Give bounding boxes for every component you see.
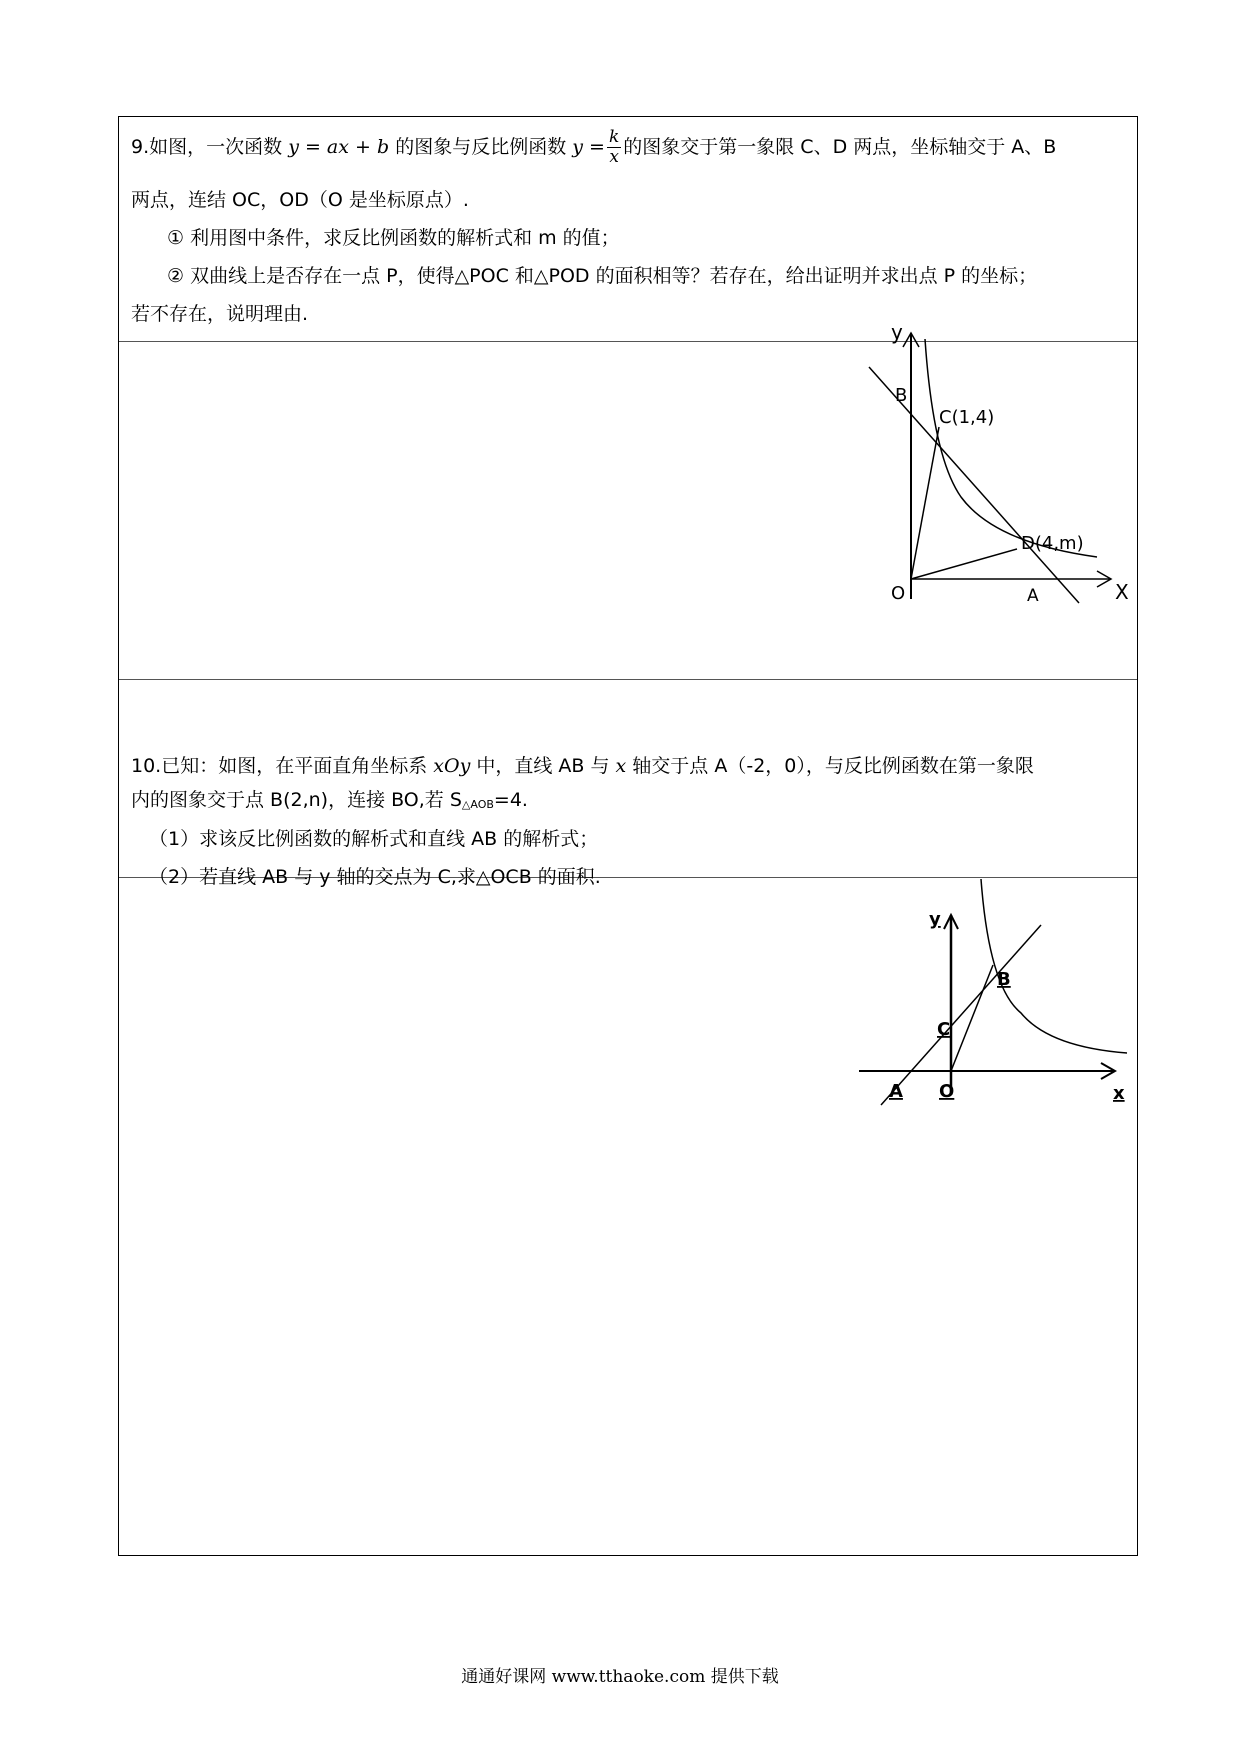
problem-10-figure <box>849 877 1139 1137</box>
linear-function-formula: y = ax + b <box>288 136 390 158</box>
segment-oc <box>911 427 939 579</box>
page-footer: 通通好课网 www.tthaoke.com 提供下载 <box>461 1667 779 1687</box>
fig10-c-label: C <box>937 1019 951 1040</box>
fig10-b-label: B <box>997 969 1011 990</box>
problem-10-text <box>131 747 1123 896</box>
problem-10-question-1: （1）求该反比例函数的解析式和直线 AB 的解析式； <box>149 828 599 850</box>
problem-9-line2: 两点，连结 OC，OD（O 是坐标原点）. <box>131 189 469 211</box>
hyperbola-curve <box>981 879 1127 1053</box>
fig10-origin-label: O <box>939 1081 955 1102</box>
problem-9-line1: 9.如图，一次函数 y = ax + b 的图象与反比例函数 y = $\frac{k}{x}$ 的图象交于第一象限 C、D 两点，坐标轴交于 A、B <box>131 127 1057 167</box>
fig9-b-label: B <box>895 385 908 406</box>
fig10-a-label: A <box>889 1081 903 1102</box>
problem-10-question-2: （2）若直线 AB 与 y 轴的交点为 C,求△OCB 的面积. <box>149 866 601 888</box>
problem-10-line2: 内的图象交于点 B(2,n)，连接 BO,若 S△AOB=4. <box>131 789 528 811</box>
segment-ob <box>951 965 993 1071</box>
row-separator <box>119 679 1137 680</box>
problem-10-line1: 10.已知：如图，在平面直角坐标系 xOy 中，直线 AB 与 x 轴交于点 A（-2，0），与反比例函数在第一象限 <box>131 755 1034 777</box>
problem-9-question-2: ② 双曲线上是否存在一点 P，使得△POC 和△POD 的面积相等？若存在，给出证明并求出点 P 的坐标； <box>167 265 1038 287</box>
fig9-y-label: y <box>891 320 903 344</box>
fig10-x-label: x <box>1113 1083 1125 1104</box>
worksheet-frame <box>118 116 1138 1556</box>
fig9-origin-label: O <box>891 583 906 604</box>
fig10-y-label: y <box>929 909 941 930</box>
problem-9-figure <box>829 317 1129 617</box>
problem-9-question-1: ① 利用图中条件，求反比例函数的解析式和 m 的值； <box>167 227 620 249</box>
fig9-c-label: C(1,4) <box>939 407 995 428</box>
segment-od <box>911 549 1017 579</box>
fig9-a-label: A <box>1027 586 1039 606</box>
problem-9-text <box>131 127 1123 333</box>
problem-9-question-2-cont: 若不存在，说明理由. <box>131 303 309 325</box>
inverse-fraction: $\frac{k}{x}$ <box>608 127 620 167</box>
fig9-x-label: X <box>1115 580 1129 604</box>
hyperbola-curve <box>925 339 1097 557</box>
line-ab <box>881 925 1041 1105</box>
fig9-d-label: D(4,m) <box>1021 533 1084 554</box>
